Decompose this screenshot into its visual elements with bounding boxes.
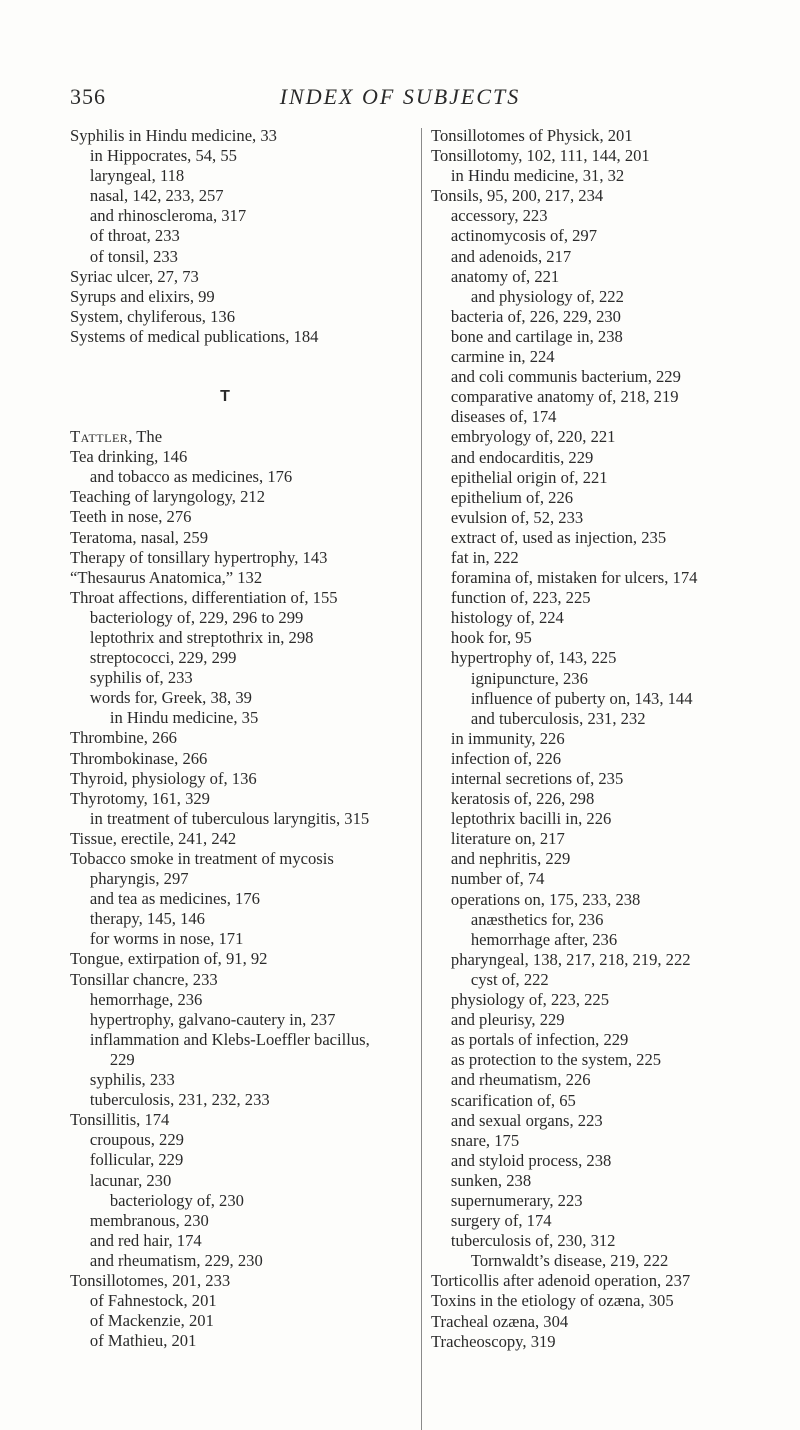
index-subentry: scarification of, 65 — [450, 1090, 576, 1110]
index-entry: Syphilis in Hindu medicine, 33 — [70, 126, 277, 145]
index-subentry: syphilis, 233 — [89, 1070, 175, 1090]
index-subentry: leptothrix and streptothrix in, 298 — [89, 627, 314, 647]
index-entry: Syriac ulcer, 27, 73 — [70, 266, 199, 286]
index-entry: “Thesaurus Anatomica,” 132 — [70, 567, 263, 587]
index-subentry: fat in, 222 — [450, 547, 519, 567]
index-entry: Systems of medical publications, 184 — [70, 326, 319, 346]
index-subentry: internal secretions of, 235 — [450, 769, 624, 788]
index-subentry: tuberculosis of, 230, 312 — [450, 1231, 616, 1251]
index-subentry: croupous, 229 — [89, 1130, 184, 1150]
index-entry: Tonsils, 95, 200, 217, 234 — [431, 186, 604, 206]
index-subentry: hypertrophy of, 143, 225 — [450, 648, 617, 668]
index-entry: Thyrotomy, 161, 329 — [70, 788, 210, 808]
index-subentry: and tobacco as medicines, 176 — [89, 467, 293, 487]
index-subentry: laryngeal, 118 — [89, 166, 185, 186]
index-entry: Tonsillotomes of Physick, 201 — [431, 126, 633, 145]
index-subentry: evulsion of, 52, 233 — [450, 507, 584, 527]
index-subentry: in Hippocrates, 54, 55 — [89, 146, 237, 166]
index-subentry: and endocarditis, 229 — [450, 447, 594, 467]
index-subentry: surgery of, 174 — [450, 1211, 552, 1231]
index-subentry: in Hindu medicine, 31, 32 — [450, 166, 625, 186]
index-subentry: anæsthetics for, 236 — [470, 909, 604, 929]
index-subentry: and sexual organs, 223 — [450, 1110, 603, 1130]
index-subentry: literature on, 217 — [450, 829, 565, 849]
index-subentry: nasal, 142, 233, 257 — [89, 186, 224, 206]
index-subentry: in treatment of tuberculous laryngitis, 315 — [89, 808, 370, 828]
index-entry: Tea drinking, 146 — [70, 447, 188, 467]
index-entry: Tongue, extirpation of, 91, 92 — [70, 949, 268, 969]
index-subentry: syphilis of, 233 — [89, 668, 193, 688]
index-entry: Thrombine, 266 — [70, 728, 177, 748]
index-subentry: of tonsil, 233 — [89, 246, 178, 266]
index-subentry: embryology of, 220, 221 — [450, 427, 616, 447]
index-column-right — [431, 126, 743, 1352]
index-entry: Torticollis after adenoid operation, 237 — [431, 1271, 691, 1291]
section-letter-heading: T — [220, 388, 230, 406]
index-subentry: and adenoids, 217 — [450, 246, 572, 266]
index-subentry: tuberculosis, 231, 232, 233 — [89, 1090, 270, 1110]
index-subentry: cyst of, 222 — [470, 969, 549, 989]
index-subentry: as portals of infection, 229 — [450, 1030, 629, 1050]
index-subentry: pharyngeal, 138, 217, 218, 219, 222 — [450, 949, 691, 969]
index-subentry: epithelium of, 226 — [450, 487, 574, 507]
index-subentry: of throat, 233 — [89, 226, 180, 246]
index-subentry: streptococci, 229, 299 — [89, 648, 237, 668]
index-subentry: hook for, 95 — [450, 628, 532, 648]
index-subentry: bone and cartilage in, 238 — [450, 326, 623, 346]
index-subentry: foramina of, mistaken for ulcers, 174 — [450, 568, 698, 588]
index-subentry: and rheumatism, 226 — [450, 1070, 591, 1090]
index-subentry: as protection to the system, 225 — [450, 1050, 662, 1070]
index-subentry: in Hindu medicine, 35 — [109, 708, 259, 728]
index-subentry: number of, 74 — [450, 869, 545, 889]
index-subentry: and red hair, 174 — [89, 1230, 202, 1250]
index-subentry: sunken, 238 — [450, 1170, 532, 1190]
spacer — [70, 347, 380, 367]
index-subentry: of Mathieu, 201 — [89, 1331, 197, 1351]
index-entry: Teeth in nose, 276 — [70, 507, 192, 527]
index-subentry: and rheumatism, 229, 230 — [89, 1250, 263, 1270]
spacer — [70, 407, 380, 427]
index-entry: Teratoma, nasal, 259 — [70, 527, 208, 547]
index-subentry: histology of, 224 — [450, 608, 564, 628]
index-subentry: for worms in nose, 171 — [89, 929, 244, 949]
index-subentry: comparative anatomy of, 218, 219 — [450, 387, 679, 407]
index-subentry: and tuberculosis, 231, 232 — [470, 708, 646, 728]
index-subentry: function of, 223, 225 — [450, 588, 591, 608]
index-entry: Tonsillotomy, 102, 111, 144, 201 — [431, 146, 650, 166]
index-entry: Throat affections, differentiation of, 155 — [70, 587, 338, 607]
index-subentry: keratosis of, 226, 298 — [450, 789, 595, 809]
index-entry: Therapy of tonsillary hypertrophy, 143 — [70, 547, 328, 567]
index-subentry: influence of puberty on, 143, 144 — [470, 688, 693, 708]
index-subentry: and nephritis, 229 — [450, 849, 571, 869]
spacer — [70, 367, 380, 387]
index-subentry: accessory, 223 — [450, 206, 548, 226]
index-subentry: follicular, 229 — [89, 1150, 184, 1170]
index-entry: Thrombokinase, 266 — [70, 748, 208, 768]
index-subentry: and rhinoscleroma, 317 — [89, 206, 247, 226]
index-subentry: diseases of, 174 — [450, 407, 557, 427]
index-subentry: in immunity, 226 — [450, 728, 565, 748]
index-subentry: hemorrhage, 236 — [89, 989, 203, 1009]
index-entry: Tattler, The — [70, 427, 163, 447]
index-entry: Tonsillotomes, 201, 233 — [70, 1270, 231, 1290]
index-subentry: therapy, 145, 146 — [89, 909, 205, 929]
index-subentry: epithelial origin of, 221 — [450, 467, 608, 487]
index-subentry: actinomycosis of, 297 — [450, 226, 598, 246]
index-entry: Thyroid, physiology of, 136 — [70, 768, 257, 788]
index-entry: Tracheoscopy, 319 — [431, 1331, 556, 1351]
index-subentry: and styloid process, 238 — [450, 1150, 612, 1170]
index-subentry: Tornwaldt’s disease, 219, 222 — [470, 1251, 669, 1271]
running-title: INDEX OF SUBJECTS — [279, 84, 521, 109]
page-number: 356 — [70, 84, 106, 109]
index-subentry: leptothrix bacilli in, 226 — [450, 809, 612, 829]
index-entry: Teaching of laryngology, 212 — [70, 487, 265, 507]
index-subentry: lacunar, 230 — [89, 1170, 172, 1190]
index-subentry: and tea as medicines, 176 — [89, 889, 260, 909]
index-subentry: extract of, used as injection, 235 — [450, 527, 667, 547]
page-header — [70, 84, 730, 114]
index-subentry: bacteriology of, 230 — [109, 1190, 244, 1210]
index-entry: Syrups and elixirs, 99 — [70, 286, 215, 306]
index-subentry: physiology of, 223, 225 — [450, 990, 610, 1010]
index-subentry: and physiology of, 222 — [470, 286, 624, 306]
index-subentry: hemorrhage after, 236 — [470, 929, 618, 949]
index-subentry: carmine in, 224 — [450, 347, 555, 367]
index-subentry: snare, 175 — [450, 1130, 520, 1150]
index-entry: System, chyliferous, 136 — [70, 306, 235, 326]
index-subentry: and coli communis bacterium, 229 — [450, 367, 681, 387]
index-subentry: bacteria of, 226, 229, 230 — [450, 306, 621, 326]
index-subentry: membranous, 230 — [89, 1210, 209, 1230]
index-entry: Tonsillitis, 174 — [70, 1110, 170, 1130]
index-subentry: supernumerary, 223 — [450, 1190, 583, 1210]
index-entry: Tracheal ozæna, 304 — [431, 1311, 569, 1331]
index-entry: Tonsillar chancre, 233 — [70, 969, 218, 989]
index-subentry: of Fahnestock, 201 — [89, 1291, 217, 1311]
index-subentry: ignipuncture, 236 — [470, 668, 588, 688]
index-subentry: infection of, 226 — [450, 748, 562, 768]
index-subentry: hypertrophy, galvano-cautery in, 237 — [89, 1009, 336, 1029]
index-subentry: operations on, 175, 233, 238 — [450, 889, 641, 909]
index-subentry: and pleurisy, 229 — [450, 1010, 565, 1030]
index-entry: Tissue, erectile, 241, 242 — [70, 828, 237, 848]
index-column-left — [70, 126, 380, 1351]
index-subentry: inflammation and Klebs-Loeffler bacillus, 229 — [89, 1029, 370, 1069]
index-entry: Tobacco smoke in treatment of mycosis pharyngis, 297 — [70, 849, 334, 889]
index-subentry: words for, Greek, 38, 39 — [89, 688, 252, 708]
column-divider — [421, 128, 422, 1430]
index-subentry: of Mackenzie, 201 — [89, 1311, 214, 1331]
index-subentry: anatomy of, 221 — [450, 266, 560, 286]
index-entry: Toxins in the etiology of ozæna, 305 — [431, 1291, 674, 1311]
index-subentry: bacteriology of, 229, 296 to 299 — [89, 607, 304, 627]
